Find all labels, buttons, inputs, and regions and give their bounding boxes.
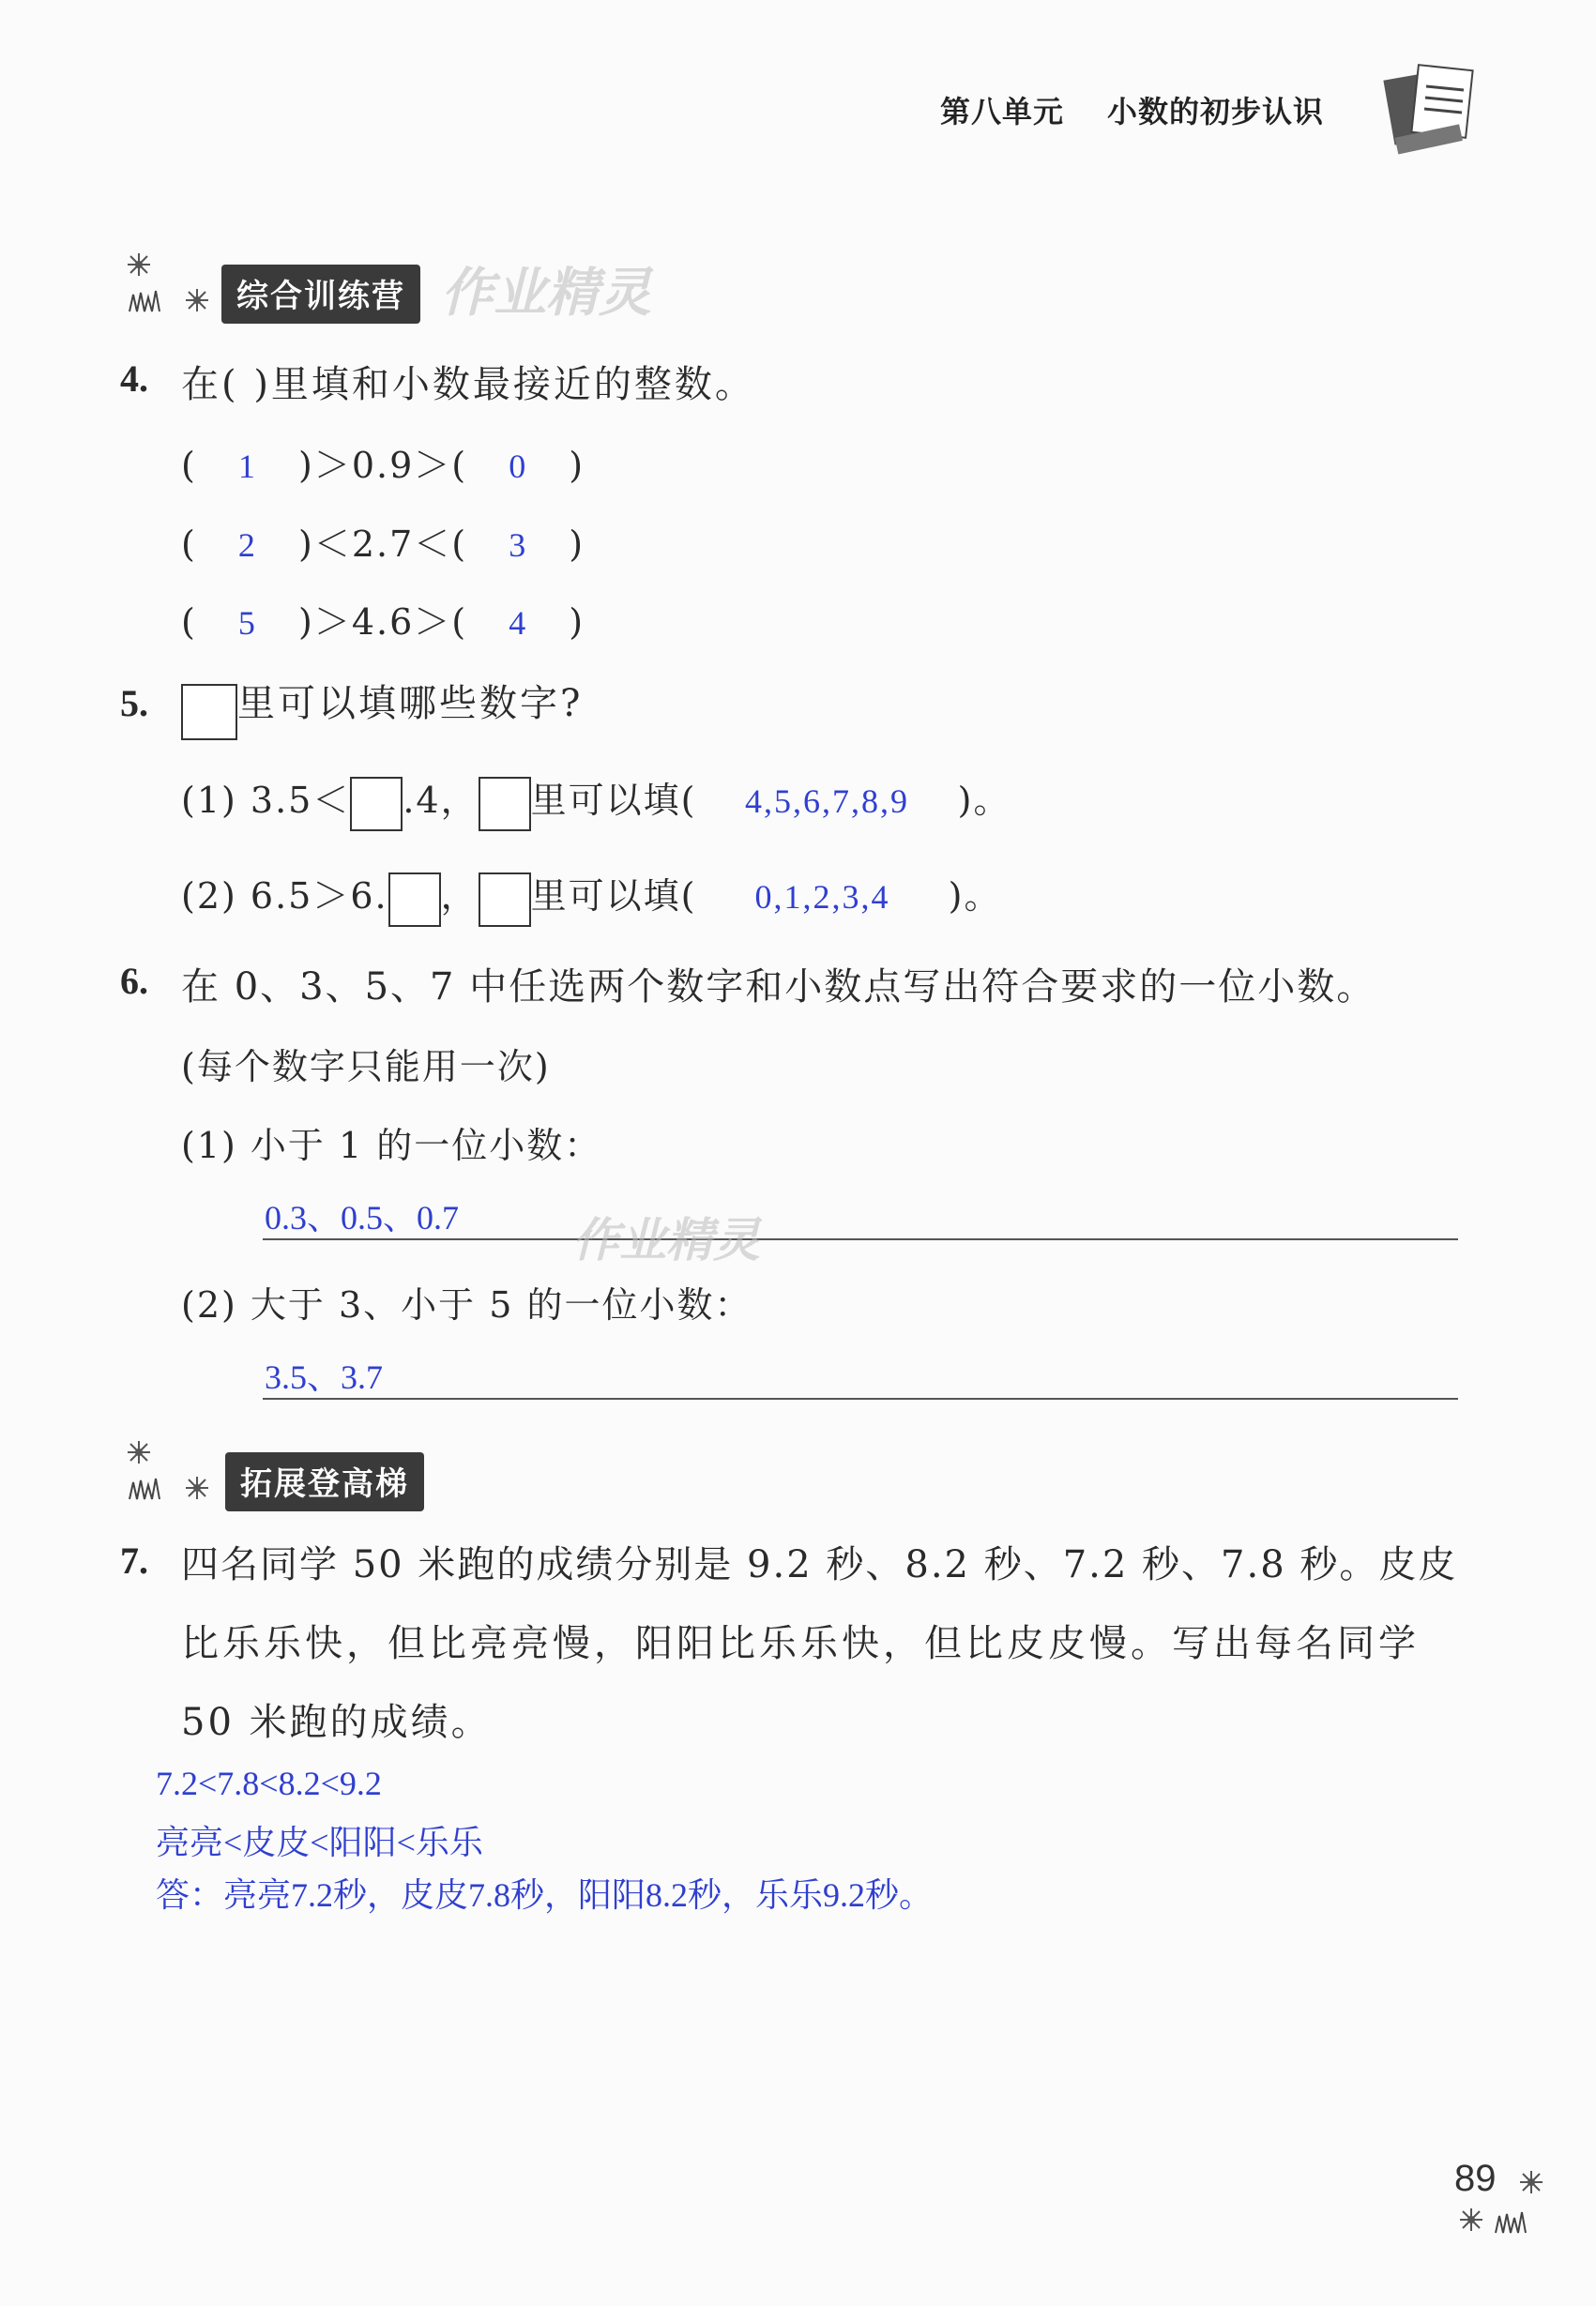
answer-left: 1 — [237, 448, 257, 485]
question-number: 6. — [120, 960, 148, 1002]
part-text: .4， — [403, 780, 479, 821]
question-6-prompt: 在 0、3、5、7 中任选两个数字和小数点写出符合要求的一位小数。 — [181, 965, 1376, 1009]
section-label-extension: 拓展登高梯 — [225, 1452, 424, 1511]
q6-part-1-label: (1) 小于 1 的一位小数： — [181, 1125, 602, 1166]
answer-left: 5 — [237, 604, 257, 642]
q6-part-2-answer: 3.5、3.7 — [265, 1358, 384, 1396]
q7-answer-3: 答：亮亮7.2秒，皮皮7.8秒，阳阳8.2秒，乐乐9.2秒。 — [156, 1876, 934, 1914]
flower-grass-icon — [1452, 2158, 1556, 2242]
q7-answer-1: 7.2<7.8<8.2<9.2 — [156, 1765, 382, 1802]
blank-box — [479, 777, 531, 831]
blank-box — [388, 872, 441, 927]
answer-line — [263, 1398, 1458, 1400]
part-text: (2) 6.5＞6. — [181, 875, 388, 917]
q6-part-2-label: (2) 大于 3、小于 5 的一位小数： — [181, 1284, 752, 1326]
prompt-text: 里可以填哪些数字? — [237, 682, 584, 725]
question-7-line-3: 50 米跑的成绩。 — [181, 1701, 492, 1744]
paren-open: ( — [181, 601, 197, 643]
part-text: 里可以填( — [530, 780, 697, 821]
part-text: )。 — [957, 780, 1011, 821]
comparison-text: )＜2.7＜( — [298, 523, 468, 565]
answer-left: 2 — [237, 526, 257, 564]
page-number: 89 — [1454, 2158, 1497, 2199]
q6-part-1-answer: 0.3、0.5、0.7 — [265, 1199, 460, 1236]
blank-box — [181, 684, 237, 740]
answer-right: 0 — [509, 448, 528, 485]
answer: 0,1,2,3,4 — [754, 878, 890, 916]
blank-box — [479, 872, 531, 927]
part-text: )。 — [948, 875, 1002, 917]
paren-close: ) — [569, 601, 585, 643]
q7-answer-2: 亮亮<皮皮<阳阳<乐乐 — [156, 1824, 483, 1861]
q5-part-1 — [181, 771, 1011, 831]
part-text: 里可以填( — [530, 875, 697, 917]
comparison-text: )＞4.6＞( — [298, 601, 468, 643]
watermark: 作业精灵 — [441, 263, 651, 324]
paren-open: ( — [181, 523, 197, 565]
answer-line — [263, 1238, 1458, 1240]
watermark: 作业精灵 — [572, 1213, 760, 1267]
question-5-prompt — [181, 674, 583, 740]
comparison-text: )＞0.9＞( — [298, 445, 468, 486]
paren-close: ) — [569, 523, 585, 565]
q5-part-2 — [181, 867, 1001, 927]
notebook-icon — [1379, 56, 1492, 159]
paren-close: ) — [569, 445, 585, 486]
answer: 4,5,6,7,8,9 — [745, 782, 910, 820]
flower-grass-icon — [122, 1434, 225, 1509]
answer-right: 3 — [509, 526, 528, 564]
question-6-note: (每个数字只能用一次) — [181, 1046, 551, 1087]
question-number: 4. — [120, 357, 148, 400]
answer-right: 4 — [509, 604, 528, 642]
unit-title: 第八单元 — [940, 94, 1065, 129]
q4-row-2 — [181, 515, 585, 567]
part-text: (1) 3.5＜ — [181, 780, 351, 821]
q4-row-3 — [181, 593, 585, 645]
question-4-prompt: 在( )里填和小数最接近的整数。 — [181, 363, 755, 406]
question-7-line-2: 比乐乐快，但比亮亮慢，阳阳比乐乐快，但比皮皮慢。写出每名同学 — [181, 1622, 1420, 1665]
paren-open: ( — [181, 445, 197, 486]
section-label-comprehensive: 综合训练营 — [221, 265, 420, 324]
part-text: ， — [440, 875, 479, 917]
topic-title: 小数的初步认识 — [1107, 94, 1325, 129]
question-7-line-1: 四名同学 50 米跑的成绩分别是 9.2 秒、8.2 秒、7.2 秒、7.8 秒。皮皮 — [181, 1543, 1458, 1586]
flower-grass-icon — [122, 246, 225, 321]
question-number: 7. — [120, 1540, 148, 1582]
q4-row-1 — [181, 436, 585, 488]
question-number: 5. — [120, 682, 148, 724]
blank-box — [350, 777, 403, 831]
